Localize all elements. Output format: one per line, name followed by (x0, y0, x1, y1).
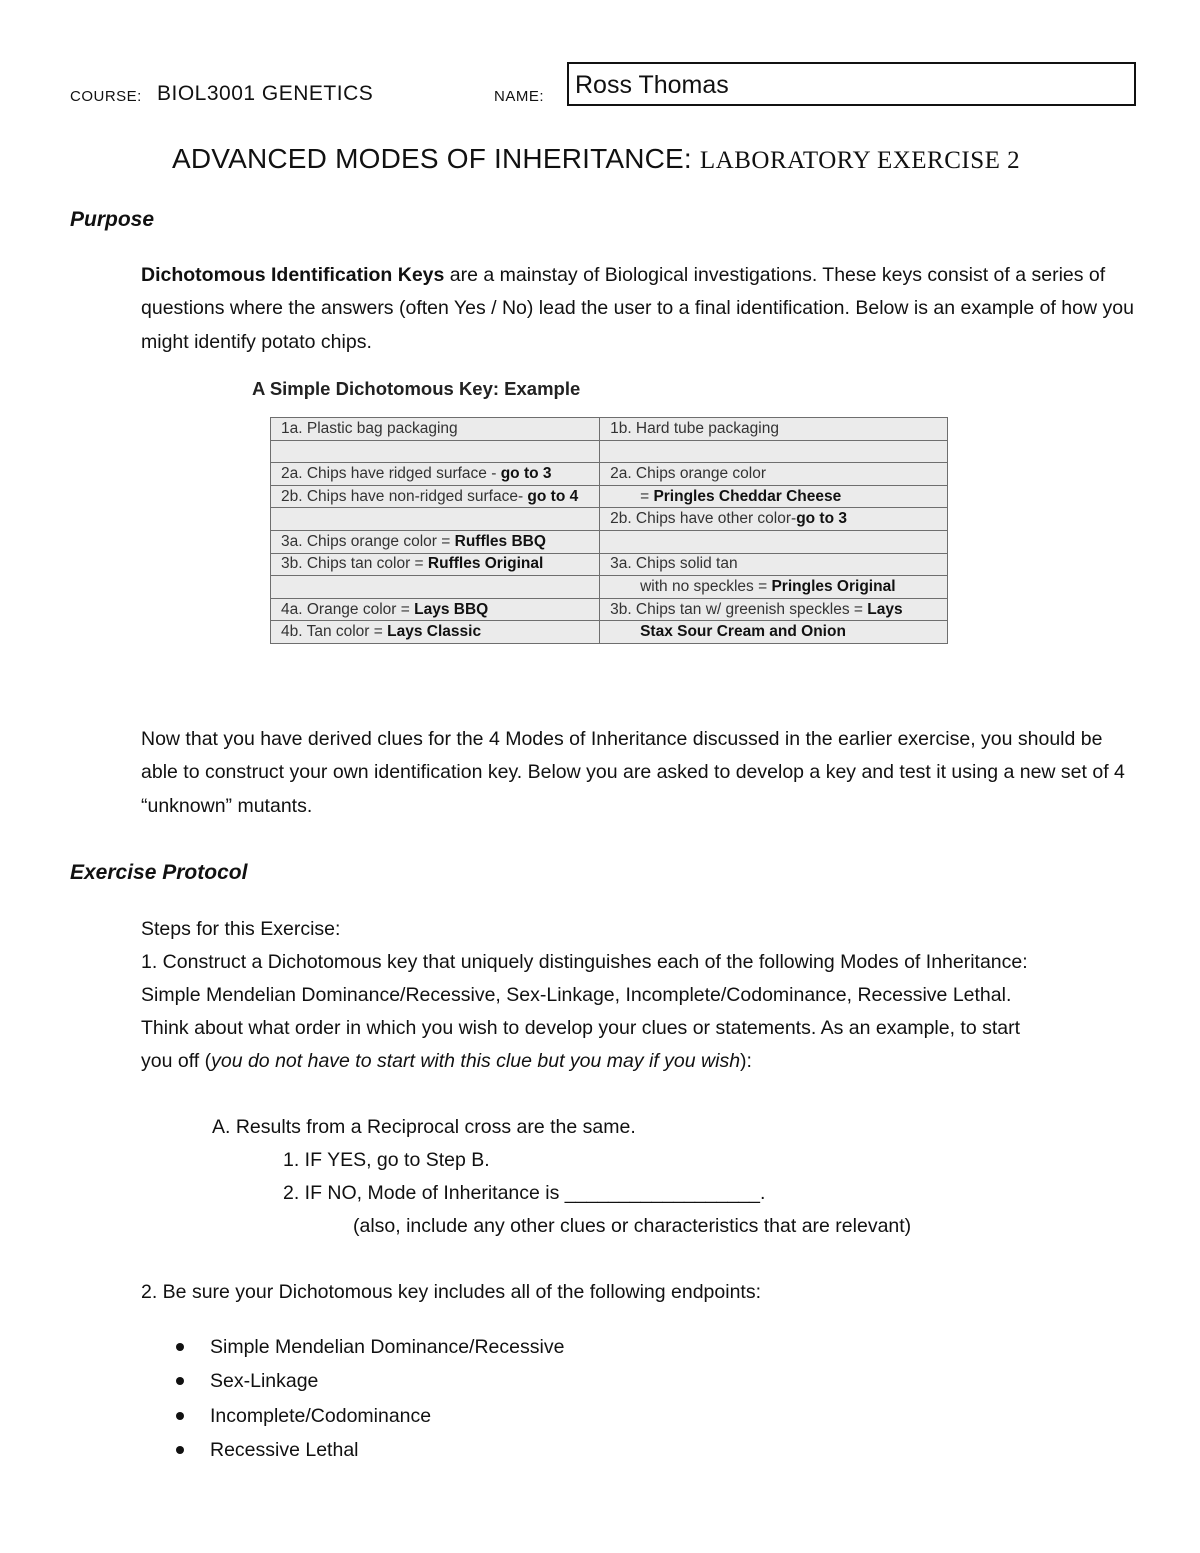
cell-text: 3b. Chips tan color = (281, 555, 428, 573)
table-cell-left (271, 418, 600, 441)
example-note: (also, include any other clues or characteristics that are relevant) (353, 1215, 912, 1237)
table-cell-left (271, 621, 600, 644)
purpose-heading: Purpose (70, 208, 155, 231)
cell-result: go to 3 (796, 510, 847, 528)
cell-text: 3a. Chips orange color = (281, 532, 455, 550)
table-cell-left (271, 485, 600, 508)
intro-paragraph: Now that you have derived clues for the 4 Modes of Inheritance discussed in the earlier exercise, you should be able to construct your own identification key. Below you are asked to develop a key and test it using a new set of 4 “unknown” mutants. (141, 728, 1125, 817)
protocol-heading: Exercise Protocol (70, 861, 248, 884)
list-item (172, 1364, 564, 1398)
cell-text: 4a. Orange color = (281, 600, 415, 618)
cell-result: go to 4 (527, 487, 579, 505)
table-cell-left (271, 576, 600, 599)
cell-text: 4b. Tan color = (281, 623, 388, 641)
step1-line2: Simple Mendelian Dominance/Recessive, Sex-Linkage, Incomplete/Codominance, Recessive Lethal. (141, 984, 1012, 1006)
table-row (271, 576, 948, 599)
table-row (271, 508, 948, 531)
table-cell-right (600, 621, 948, 644)
cell-text: = (640, 487, 654, 505)
endpoint-label: Recessive Lethal (210, 1438, 359, 1461)
name-field[interactable] (567, 62, 1136, 106)
bullet-icon (176, 1377, 184, 1385)
list-item (172, 1399, 564, 1433)
dichotomous-key-table (270, 417, 948, 644)
course-value: BIOL3001 GENETICS (157, 82, 374, 105)
title-main: ADVANCED MODES OF INHERITANCE: (172, 143, 692, 174)
step1-line3: Think about what order in which you wish to develop your clues or statements. As an example, to start (141, 1017, 1021, 1039)
step1-line4-italic: you do not have to start with this clue but you may if you wish (211, 1050, 741, 1072)
page-title (172, 143, 1020, 175)
cell-text: 1a. Plastic bag packaging (281, 419, 458, 437)
step2-text: 2. Be sure your Dichotomous key includes all of the following endpoints: (141, 1281, 762, 1303)
cell-result: Ruffles Original (427, 555, 544, 573)
table-cell-right (600, 553, 948, 576)
cell-result: Pringles Original (771, 577, 896, 595)
table-cell-left (271, 530, 600, 553)
example-step-a1: 1. IF YES, go to Step B. (283, 1149, 490, 1171)
steps-label: Steps for this Exercise: (141, 918, 341, 940)
cell-result: go to 3 (500, 464, 552, 482)
step1-line4 (141, 1045, 752, 1078)
table-cell-left (271, 440, 600, 463)
table-row (271, 598, 948, 621)
table-row (271, 463, 948, 486)
cell-text: 3b. Chips tan w/ greenish speckles = (610, 600, 868, 618)
list-item (172, 1433, 564, 1467)
table-cell-right (600, 508, 948, 531)
table-cell-left (271, 463, 600, 486)
cell-result: Pringles Cheddar Cheese (653, 487, 842, 505)
cell-result: Stax Sour Cream and Onion (640, 623, 846, 641)
table-cell-right (600, 530, 948, 553)
cell-result: Ruffles BBQ (454, 532, 546, 550)
table-row (271, 485, 948, 508)
table-row (271, 530, 948, 553)
example-step-a2: 2. IF NO, Mode of Inheritance is __________________. (283, 1182, 766, 1204)
course-label: COURSE: (70, 88, 142, 105)
cell-text: 2b. Chips have non-ridged surface- (281, 487, 528, 505)
cell-text: 3a. Chips solid tan (610, 555, 738, 573)
cell-text: 2b. Chips have other color- (610, 510, 797, 528)
endpoint-label: Simple Mendelian Dominance/Recessive (210, 1336, 565, 1358)
purpose-text: are a mainstay of Biological investigations. These keys consist of a series of questions where the answers (often Yes / No) lead the user to a final identification. Below is an example of how you might identify potato chips. (141, 264, 1134, 353)
endpoint-label: Incomplete/Codominance (210, 1404, 432, 1427)
step1-line1: 1. Construct a Dichotomous key that uniquely distinguishes each of the following Modes of Inheritance: (141, 951, 1028, 973)
table-row (271, 621, 948, 644)
table-cell-right (600, 598, 948, 621)
cell-result: Lays (867, 600, 903, 618)
table-cell-right (600, 463, 948, 486)
list-item (172, 1330, 564, 1364)
cell-result: Lays Classic (387, 623, 482, 641)
cell-text: 2a. Chips orange color (610, 464, 767, 482)
bullet-icon (176, 1412, 184, 1420)
table-row (271, 418, 948, 441)
endpoint-label: Sex-Linkage (210, 1370, 319, 1393)
table-cell-right (600, 576, 948, 599)
endpoints-list (172, 1330, 564, 1467)
name-value: Ross Thomas (575, 71, 729, 99)
purpose-paragraph (141, 259, 1141, 359)
bullet-icon (176, 1343, 184, 1351)
bullet-icon (176, 1446, 184, 1454)
purpose-term: Dichotomous Identification Keys (141, 264, 445, 286)
table-cell-right (600, 418, 948, 441)
name-label: NAME: (494, 88, 545, 105)
example-step-a: A. Results from a Reciprocal cross are the same. (212, 1116, 636, 1138)
table-cell-left (271, 553, 600, 576)
cell-text: 2a. Chips have ridged surface - (281, 464, 501, 482)
cell-text: 1b. Hard tube packaging (610, 419, 779, 437)
table-cell-right (600, 485, 948, 508)
table-row (271, 440, 948, 463)
cell-text: with no speckles = (640, 577, 772, 595)
table-cell-right (600, 440, 948, 463)
table-cell-left (271, 508, 600, 531)
table-cell-left (271, 598, 600, 621)
cell-result: Lays BBQ (414, 600, 489, 618)
title-sub: LABORATORY EXERCISE 2 (699, 147, 1021, 174)
step1-line4-pre: you off ( (141, 1050, 212, 1072)
table-row (271, 553, 948, 576)
example-title: A Simple Dichotomous Key: Example (252, 378, 581, 399)
step1-line4-post: ): (740, 1050, 752, 1072)
